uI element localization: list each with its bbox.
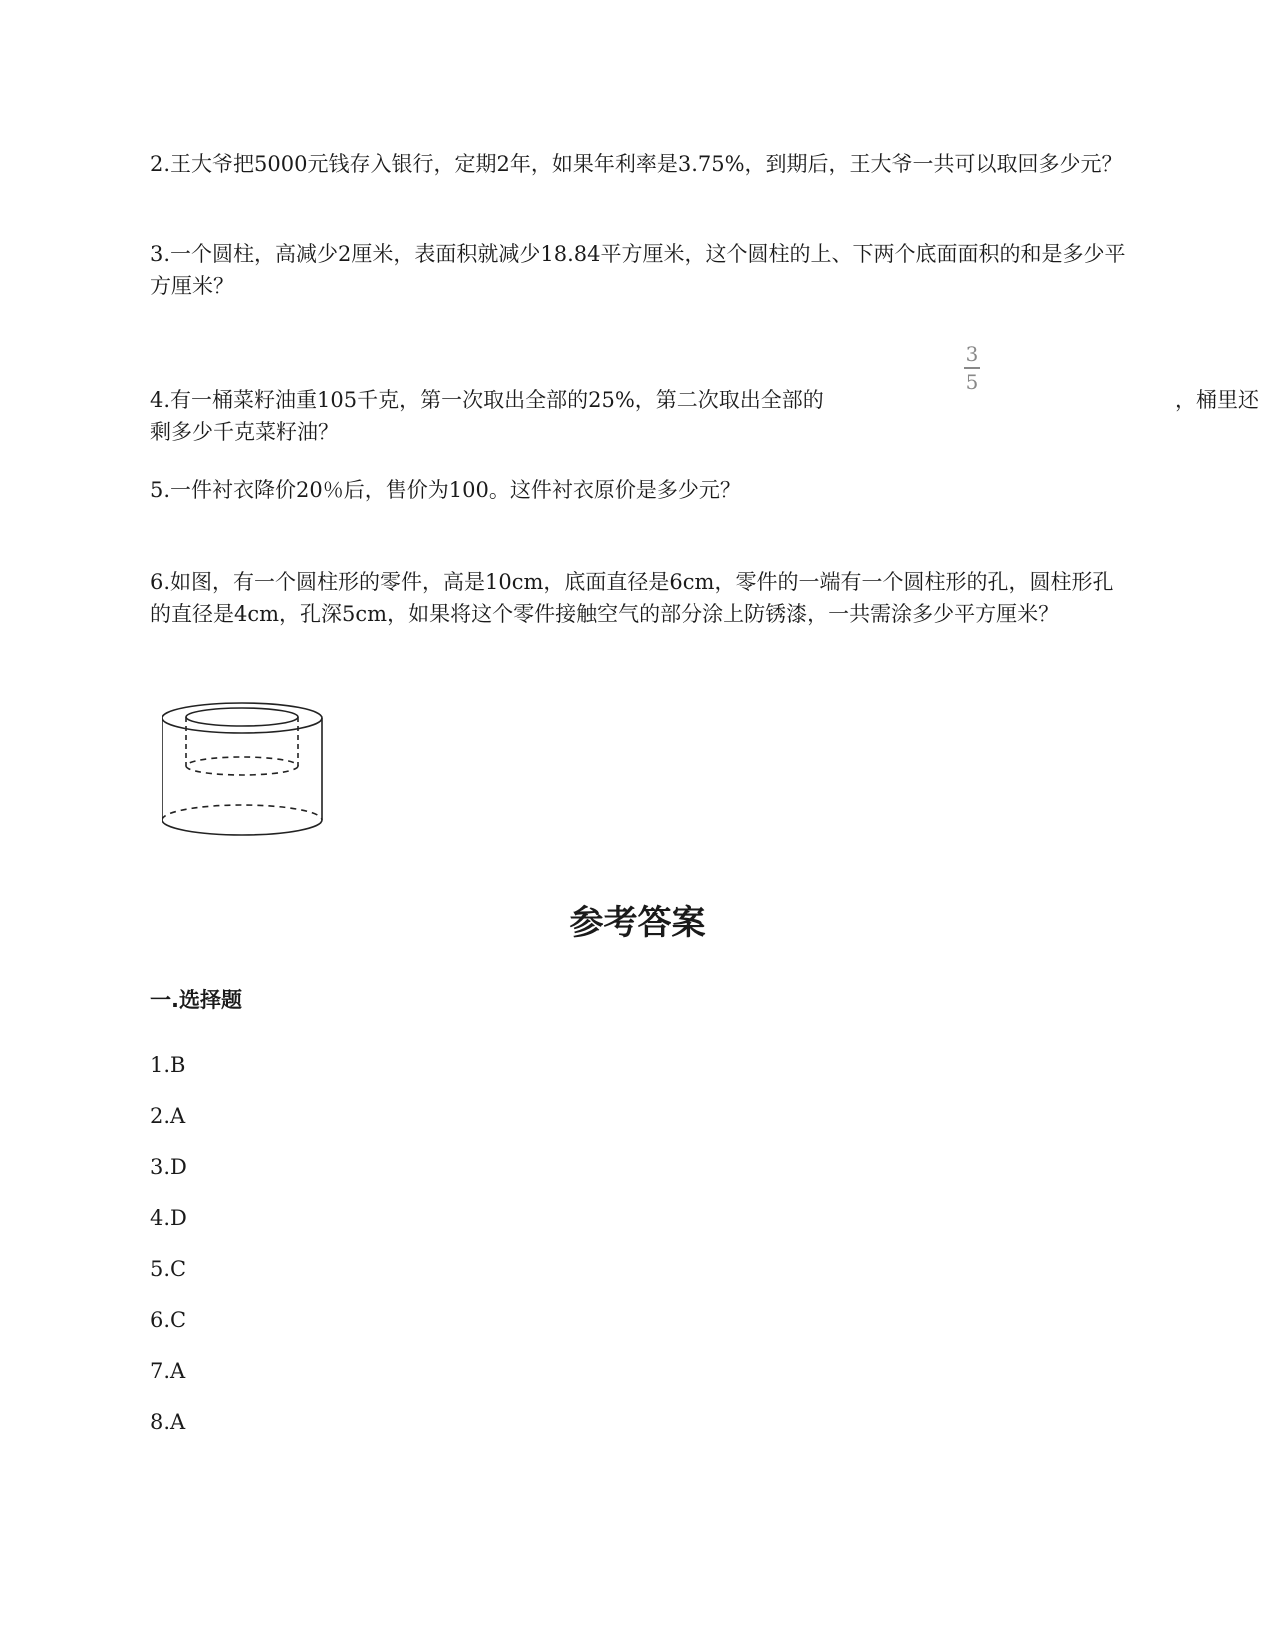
outer-bottom-front-arc <box>162 820 322 835</box>
cylinder-part-figure <box>162 700 342 840</box>
answer-item: 6.C <box>150 1308 187 1332</box>
question-3: 3.一个圆柱，高减少2厘米，表面积就减少18.84平方厘米，这个圆柱的上、下两个底面面积的和是多少平方厘米？ <box>150 242 1126 298</box>
fraction-bar <box>964 367 980 369</box>
answer-title: 参考答案 <box>569 903 706 943</box>
question-4-line-2: 剩多少千克菜籽油？ <box>150 420 339 444</box>
question-2: 2.王大爷把5000元钱存入银行，定期2年，如果年利率是3.75%，到期后，王大爷一共可以取回多少元？ <box>150 152 1123 176</box>
question-4 <box>150 384 1259 448</box>
answer-item: 3.D <box>150 1155 187 1179</box>
question-4-text-after-fraction: ，桶里还 <box>1175 388 1259 412</box>
hole-bottom-ellipse <box>186 757 298 775</box>
answer-item: 2.A <box>150 1104 186 1128</box>
fraction-numerator: 3 <box>965 342 979 366</box>
question-6: 6.如图，有一个圆柱形的零件，高是10cm，底面直径是6cm，零件的一端有一个圆柱形的孔，圆柱形孔的直径是4cm，孔深5cm，如果将这个零件接触空气的部分涂上防锈漆，一共需涂多少平方厘米？ <box>150 570 1114 626</box>
fraction-denominator: 5 <box>965 369 979 394</box>
answer-item: 4.D <box>150 1206 187 1230</box>
answer-item: 7.A <box>150 1359 186 1383</box>
section-heading-multiple-choice: 一.选择题 <box>150 988 242 1012</box>
answer-item: 1.B <box>150 1053 186 1077</box>
hole-top-ellipse <box>186 708 298 726</box>
answer-item: 8.A <box>150 1410 186 1434</box>
question-4-text-before-fraction: 4.有一桶菜籽油重105千克，第一次取出全部的25%，第二次取出全部的 <box>150 388 824 412</box>
question-5: 5.一件衬衣降价20％后，售价为100。这件衬衣原价是多少元？ <box>150 478 741 502</box>
answer-item: 5.C <box>150 1257 187 1281</box>
outer-bottom-back-arc <box>162 805 322 820</box>
